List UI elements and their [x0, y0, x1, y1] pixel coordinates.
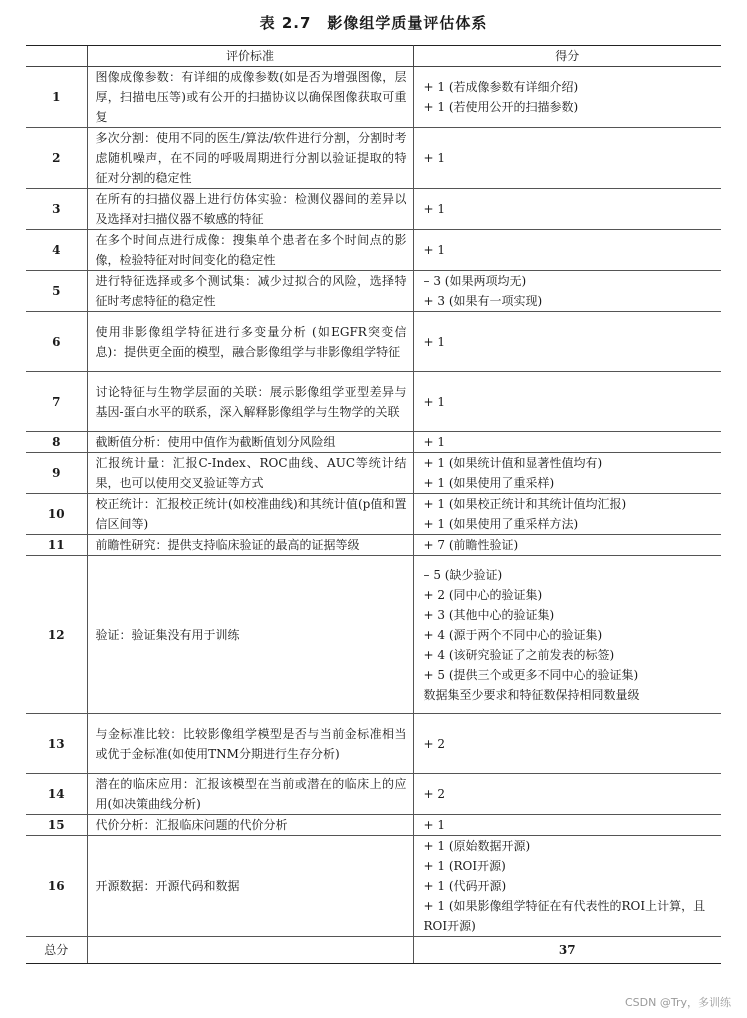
score-line: + 4 (该研究验证了之前发表的标签)	[423, 647, 615, 662]
watermark: CSDN @Try，多训练	[625, 996, 731, 1009]
score-line: + 1	[423, 243, 446, 257]
score-line: + 1	[423, 202, 446, 216]
row-number: 11	[26, 535, 87, 556]
table-row	[26, 67, 721, 128]
score-cell	[413, 128, 721, 189]
criteria-cell: 讨论特征与生物学层面的关联：展示影像组学亚型差异与基因-蛋白水平的联系，深入解释影像组学与生物学的关联	[87, 372, 413, 432]
row-number: 10	[26, 494, 87, 535]
criteria-cell: 图像成像参数：有详细的成像参数(如是否为增强图像，层厚，扫描电压等)或有公开的扫描协议以确保图像获取可重复	[87, 67, 413, 128]
row-number: 7	[26, 372, 87, 432]
score-cell	[413, 494, 721, 535]
table-row	[26, 271, 721, 312]
score-line: + 2	[423, 787, 446, 801]
score-line: + 1	[423, 435, 446, 449]
table-header-row	[26, 46, 721, 67]
criteria-cell: 与金标准比较：比较影像组学模型是否与当前金标准相当或优于金标准(如使用TNM分期进行生存分析)	[87, 714, 413, 774]
score-cell	[413, 453, 721, 494]
row-number: 12	[26, 556, 87, 714]
score-line: + 3 (其他中心的验证集)	[423, 607, 555, 622]
score-cell	[413, 230, 721, 271]
row-number: 8	[26, 432, 87, 453]
total-criteria-empty	[87, 937, 413, 964]
criteria-cell: 前瞻性研究：提供支持临床验证的最高的证据等级	[87, 535, 413, 556]
score-line: + 1	[423, 334, 446, 349]
score-line: + 1 (若使用公开的扫描参数)	[423, 100, 579, 114]
row-number: 4	[26, 230, 87, 271]
score-cell	[413, 189, 721, 230]
criteria-cell: 进行特征选择或多个测试集：减少过拟合的风险，选择特征时考虑特征的稳定性	[87, 271, 413, 312]
total-value: 37	[413, 937, 721, 964]
table-row	[26, 230, 721, 271]
score-cell	[413, 67, 721, 128]
score-cell	[413, 271, 721, 312]
row-number: 2	[26, 128, 87, 189]
table-row	[26, 714, 721, 774]
score-line: + 1 (ROI开源)	[423, 859, 506, 873]
row-number: 15	[26, 815, 87, 836]
table-row	[26, 494, 721, 535]
table-row	[26, 312, 721, 372]
table-body	[26, 67, 721, 964]
table-row	[26, 453, 721, 494]
score-line: + 1 (如果使用了重采样方法)	[423, 517, 579, 531]
score-cell	[413, 714, 721, 774]
criteria-cell: 潜在的临床应用：汇报该模型在当前或潜在的临床上的应用(如决策曲线分析)	[87, 774, 413, 815]
header-score: 得分	[413, 46, 721, 67]
score-line: + 7 (前瞻性验证)	[423, 538, 519, 552]
score-line: + 1 (代码开源)	[423, 879, 507, 893]
table-row	[26, 189, 721, 230]
table-row	[26, 836, 721, 937]
criteria-cell: 开源数据：开源代码和数据	[87, 836, 413, 937]
criteria-cell: 汇报统计量：汇报C-Index、ROC曲线、AUC等统计结果，也可以使用交叉验证等方式	[87, 453, 413, 494]
row-number: 5	[26, 271, 87, 312]
score-line: + 1 (如果影像组学特征在有代表性的ROI上计算，且ROI开源)	[423, 899, 706, 933]
score-line: – 3 (如果两项均无)	[423, 274, 527, 288]
total-row	[26, 937, 721, 964]
score-line: + 5 (提供三个或更多不同中心的验证集)	[423, 667, 639, 682]
score-line: + 1 (若成像参数有详细介绍)	[423, 80, 579, 94]
table-row	[26, 535, 721, 556]
table-row	[26, 372, 721, 432]
criteria-cell: 校正统计：汇报校正统计(如校准曲线)和其统计值(p值和置信区间等)	[87, 494, 413, 535]
radiomics-quality-score-table	[26, 45, 721, 964]
score-cell	[413, 815, 721, 836]
row-number: 1	[26, 67, 87, 128]
score-line: + 3 (如果有一项实现)	[423, 294, 543, 308]
score-line: + 1 (如果统计值和显著性值均有)	[423, 456, 603, 470]
header-criteria: 评价标准	[87, 46, 413, 67]
score-line: + 1 (如果校正统计和其统计值均汇报)	[423, 497, 627, 511]
score-line: + 1	[423, 151, 446, 165]
criteria-cell: 多次分割：使用不同的医生/算法/软件进行分割，分割时考虑随机噪声，在不同的呼吸周期进行分割以验证提取的特征对分割的稳定性	[87, 128, 413, 189]
table-row	[26, 774, 721, 815]
table-row	[26, 556, 721, 714]
criteria-cell: 代价分析：汇报临床问题的代价分析	[87, 815, 413, 836]
table-row	[26, 815, 721, 836]
row-number: 16	[26, 836, 87, 937]
criteria-cell: 验证：验证集没有用于训练	[87, 556, 413, 714]
row-number: 14	[26, 774, 87, 815]
score-cell	[413, 836, 721, 937]
score-cell	[413, 432, 721, 453]
score-line: + 1	[423, 394, 446, 409]
score-line: + 2 (同中心的验证集)	[423, 587, 543, 602]
score-cell	[413, 535, 721, 556]
table-row	[26, 128, 721, 189]
criteria-cell: 在所有的扫描仪器上进行仿体实验：检测仪器间的差异以及选择对扫描仪器不敏感的特征	[87, 189, 413, 230]
table-row	[26, 432, 721, 453]
row-number: 6	[26, 312, 87, 372]
criteria-cell: 截断值分析：使用中值作为截断值划分风险组	[87, 432, 413, 453]
row-number: 13	[26, 714, 87, 774]
score-line: – 5 (缺少验证)	[423, 567, 503, 582]
score-cell	[413, 556, 721, 714]
criteria-cell: 使用非影像组学特征进行多变量分析 (如EGFR突变信息)：提供更全面的模型，融合影像组学与非影像组学特征	[87, 312, 413, 372]
criteria-cell: 在多个时间点进行成像：搜集单个患者在多个时间点的影像，检验特征对时间变化的稳定性	[87, 230, 413, 271]
score-line: + 1	[423, 818, 446, 832]
header-number	[26, 46, 87, 67]
score-line: + 1 (如果使用了重采样)	[423, 476, 555, 490]
score-cell	[413, 312, 721, 372]
table-title: 表 2.7 影像组学质量评估体系	[259, 14, 488, 32]
score-line: + 4 (源于两个不同中心的验证集)	[423, 627, 603, 642]
score-cell	[413, 774, 721, 815]
score-line: + 2	[423, 736, 446, 751]
score-cell	[413, 372, 721, 432]
row-number: 9	[26, 453, 87, 494]
score-line: + 1 (原始数据开源)	[423, 839, 531, 853]
row-number: 3	[26, 189, 87, 230]
score-line: 数据集至少要求和特征数保持相同数量级	[423, 687, 640, 702]
total-label: 总分	[26, 937, 87, 964]
